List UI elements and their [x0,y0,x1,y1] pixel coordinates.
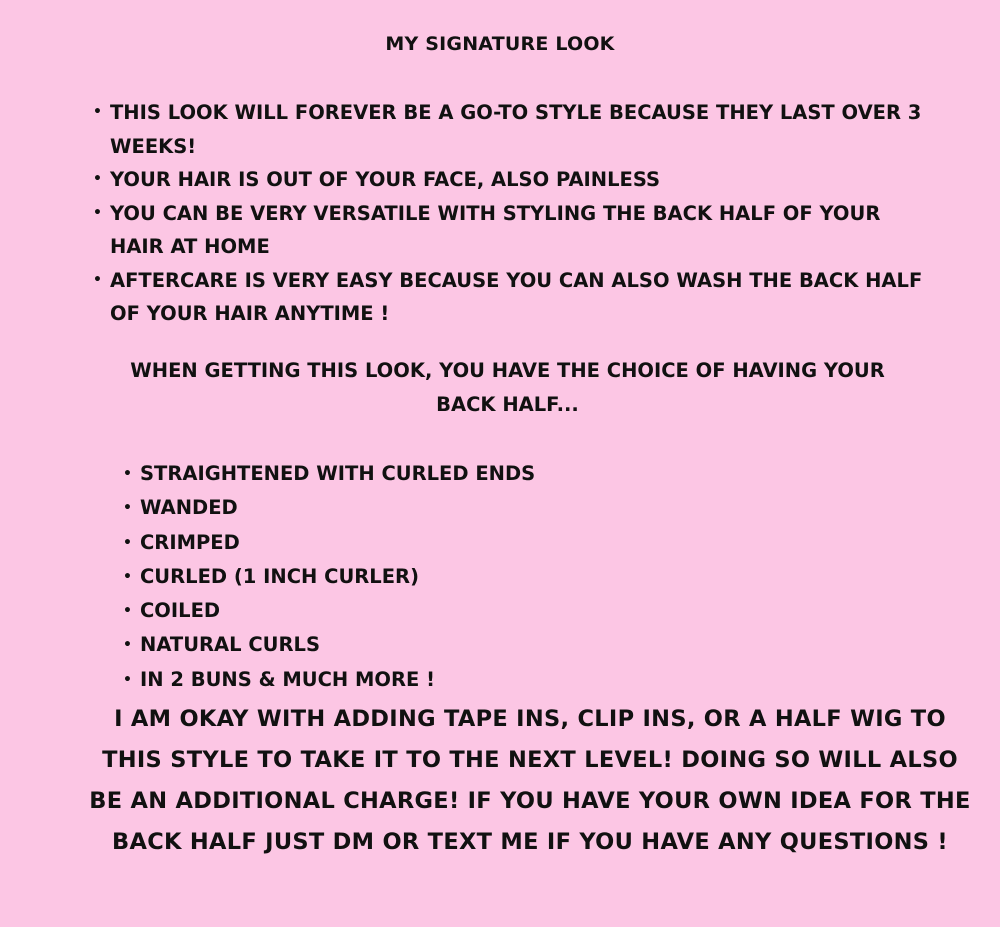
benefits-list [110,96,940,331]
option-item: • WANDED [140,491,535,525]
option-item: • STRAIGHTENED WITH CURLED ENDS [140,457,535,491]
benefit-item: • YOUR HAIR IS OUT OF YOUR FACE, ALSO PAINLESS [110,163,940,197]
benefit-item: • YOU CAN BE VERY VERSATILE WITH STYLING THE BACK HALF OF YOUR HAIR AT HOME [110,197,940,264]
option-item: • NATURAL CURLS [140,628,535,662]
closing-note: I AM OKAY WITH ADDING TAPE INS, CLIP INS, OR A HALF WIG TO THIS STYLE TO TAKE IT TO THE NEXT LEVEL! DOING SO WILL ALSO BE AN ADDITIONAL CHARGE! IF YOU HAVE YOUR OWN IDEA FOR THE BACK HALF JUST DM OR TEXT ME IF YOU HAVE ANY QUESTIONS ! [89,706,971,855]
options-list [140,457,535,697]
option-item: • CURLED (1 INCH CURLER) [140,560,535,594]
benefit-item: • AFTERCARE IS VERY EASY BECAUSE YOU CAN ALSO WASH THE BACK HALF OF YOUR HAIR ANYTIME ! [110,264,940,331]
page-title: MY SIGNATURE LOOK [385,33,615,55]
option-item: • CRIMPED [140,526,535,560]
choice-intro: WHEN GETTING THIS LOOK, YOU HAVE THE CHOICE OF HAVING YOUR BACK HALF... [130,359,885,416]
option-item: • IN 2 BUNS & MUCH MORE ! [140,663,535,697]
option-item: • COILED [140,594,535,628]
benefit-item: • THIS LOOK WILL FOREVER BE A GO-TO STYLE BECAUSE THEY LAST OVER 3 WEEKS! [110,96,940,163]
